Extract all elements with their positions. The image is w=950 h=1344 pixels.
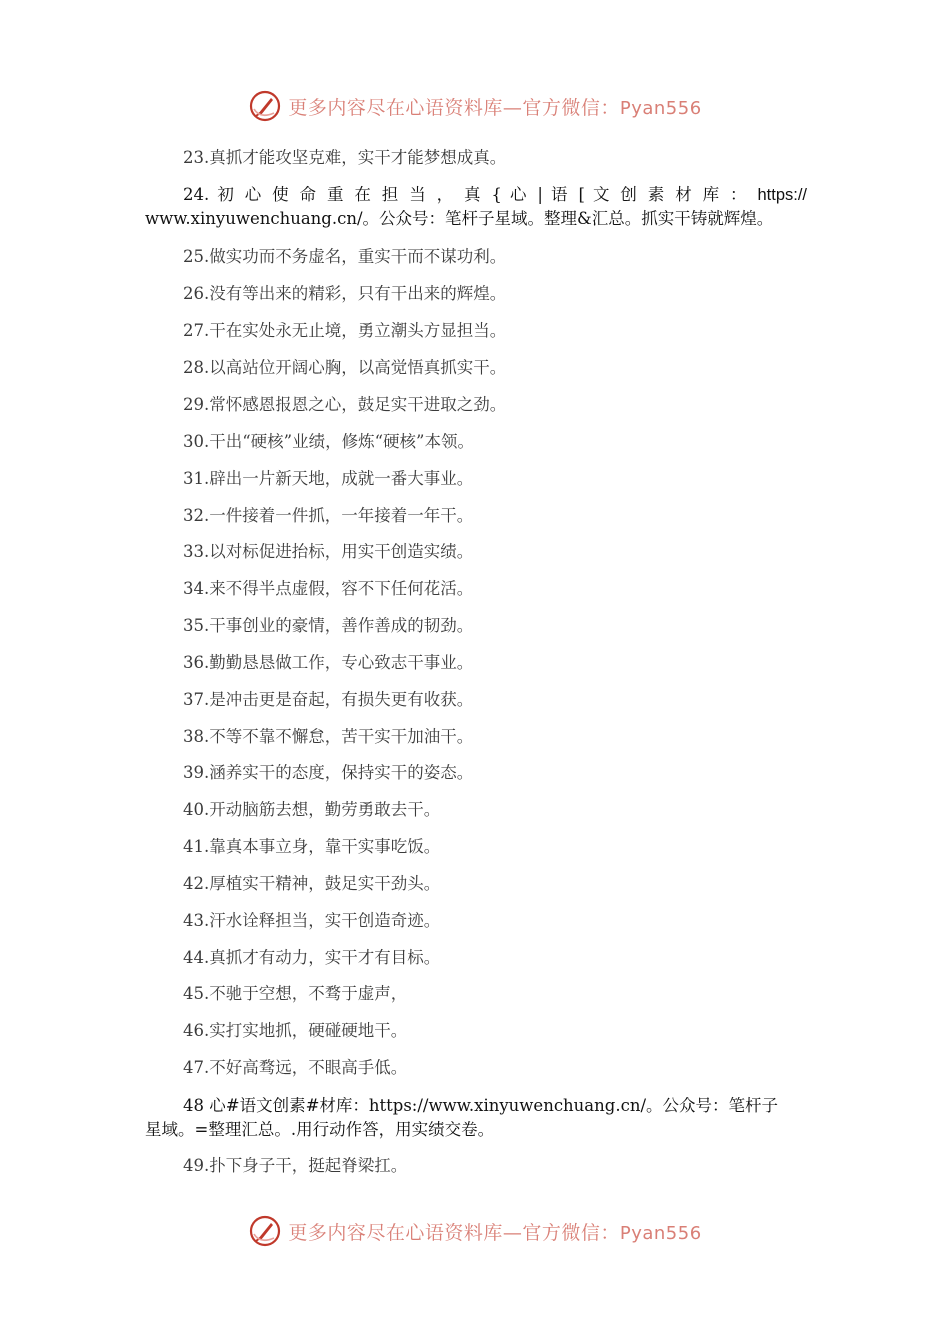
list-item: 39.涵养实干的态度，保持实干的姿态。	[183, 763, 474, 782]
list-item: 27.干在实处永无止境，勇立潮头方显担当。	[183, 321, 507, 340]
list-item: 44.真抓才有动力，实干才有目标。	[183, 948, 441, 967]
list-item: 45.不驰于空想，不骛于虚声，	[183, 984, 408, 1003]
list-item: 26.没有等出来的精彩，只有干出来的辉煌。	[183, 284, 507, 303]
header-banner-inner	[248, 89, 701, 123]
footer-banner-label: 更多内容尽在心语资料库—官方微信：	[288, 1221, 620, 1244]
footer-banner	[0, 1211, 950, 1251]
header-wechat-id: Pyan556	[619, 97, 702, 119]
list-item: 43.汗水诠释担当，实干创造奇迹。	[183, 911, 441, 930]
list-item: 37.是冲击更是奋起，有损失更有收获。	[183, 690, 474, 709]
paragraph-48-line2: 星域。=整理汇总。.用行动作答，用实绩交卷。	[145, 1120, 495, 1139]
paragraph-24-url: https://	[757, 186, 807, 204]
list-item: 40.开动脑筋去想，勤劳勇敢去干。	[183, 800, 441, 819]
list-item: 31.辟出一片新天地，成就一番大事业。	[183, 469, 474, 488]
list-item: 46.实打实地抓，硬碰硬地干。	[183, 1021, 408, 1040]
list-item: 33.以对标促进抬标，用实干创造实绩。	[183, 542, 474, 561]
footer-banner-inner	[248, 1214, 701, 1248]
list-item: 42.厚植实干精神，鼓足实干劲头。	[183, 874, 441, 893]
quill-logo-icon	[248, 89, 282, 123]
paragraph-48-line1: 48 心#语文创素#材库：https://www.xinyuwenchuang.cn/。公众号：笔杆子	[183, 1096, 779, 1115]
list-item: 30.干出“硬核”业绩，修炼“硬核”本领。	[183, 432, 474, 451]
paragraph-48	[145, 1094, 807, 1142]
footer-banner-text	[288, 1218, 701, 1245]
header-banner-label: 更多内容尽在心语资料库—官方微信：	[288, 96, 620, 119]
paragraph-24-line2: www.xinyuwenchuang.cn/。公众号：笔杆子星域。整理&汇总。抓实干铸就辉煌。	[145, 209, 774, 228]
list-item: 23.真抓才能攻坚克难，实干才能梦想成真。	[183, 148, 507, 167]
list-item: 25.做实功而不务虚名，重实干而不谋功利。	[183, 247, 507, 266]
paragraph-24-line1	[145, 183, 807, 207]
footer-wechat-id: Pyan556	[619, 1222, 702, 1244]
list-item: 35.干事创业的豪情，善作善成的韧劲。	[183, 616, 474, 635]
header-banner	[0, 86, 950, 126]
list-item: 28.以高站位开阔心胸，以高觉悟真抓实干。	[183, 358, 507, 377]
header-banner-text	[288, 93, 701, 120]
paragraph-24-line1-text: 24. 初 心 使 命 重 在 担 当 ， 真 { 心 | 语 [ 文 创 素 材 库 ：	[183, 185, 750, 204]
list-item: 29.常怀感恩报恩之心，鼓足实干进取之劲。	[183, 395, 507, 414]
list-item: 34.来不得半点虚假，容不下任何花活。	[183, 579, 474, 598]
list-item: 41.靠真本事立身，靠干实事吃饭。	[183, 837, 441, 856]
paragraph-24	[145, 183, 807, 231]
list-item: 36.勤勤恳恳做工作，专心致志干事业。	[183, 653, 474, 672]
list-item: 47.不好高骛远，不眼高手低。	[183, 1058, 408, 1077]
list-item: 38.不等不靠不懈怠，苦干实干加油干。	[183, 727, 474, 746]
list-item: 32.一件接着一件抓，一年接着一年干。	[183, 506, 474, 525]
quill-logo-icon	[248, 1214, 282, 1248]
list-item: 49.扑下身子干，挺起脊梁扛。	[183, 1156, 408, 1175]
